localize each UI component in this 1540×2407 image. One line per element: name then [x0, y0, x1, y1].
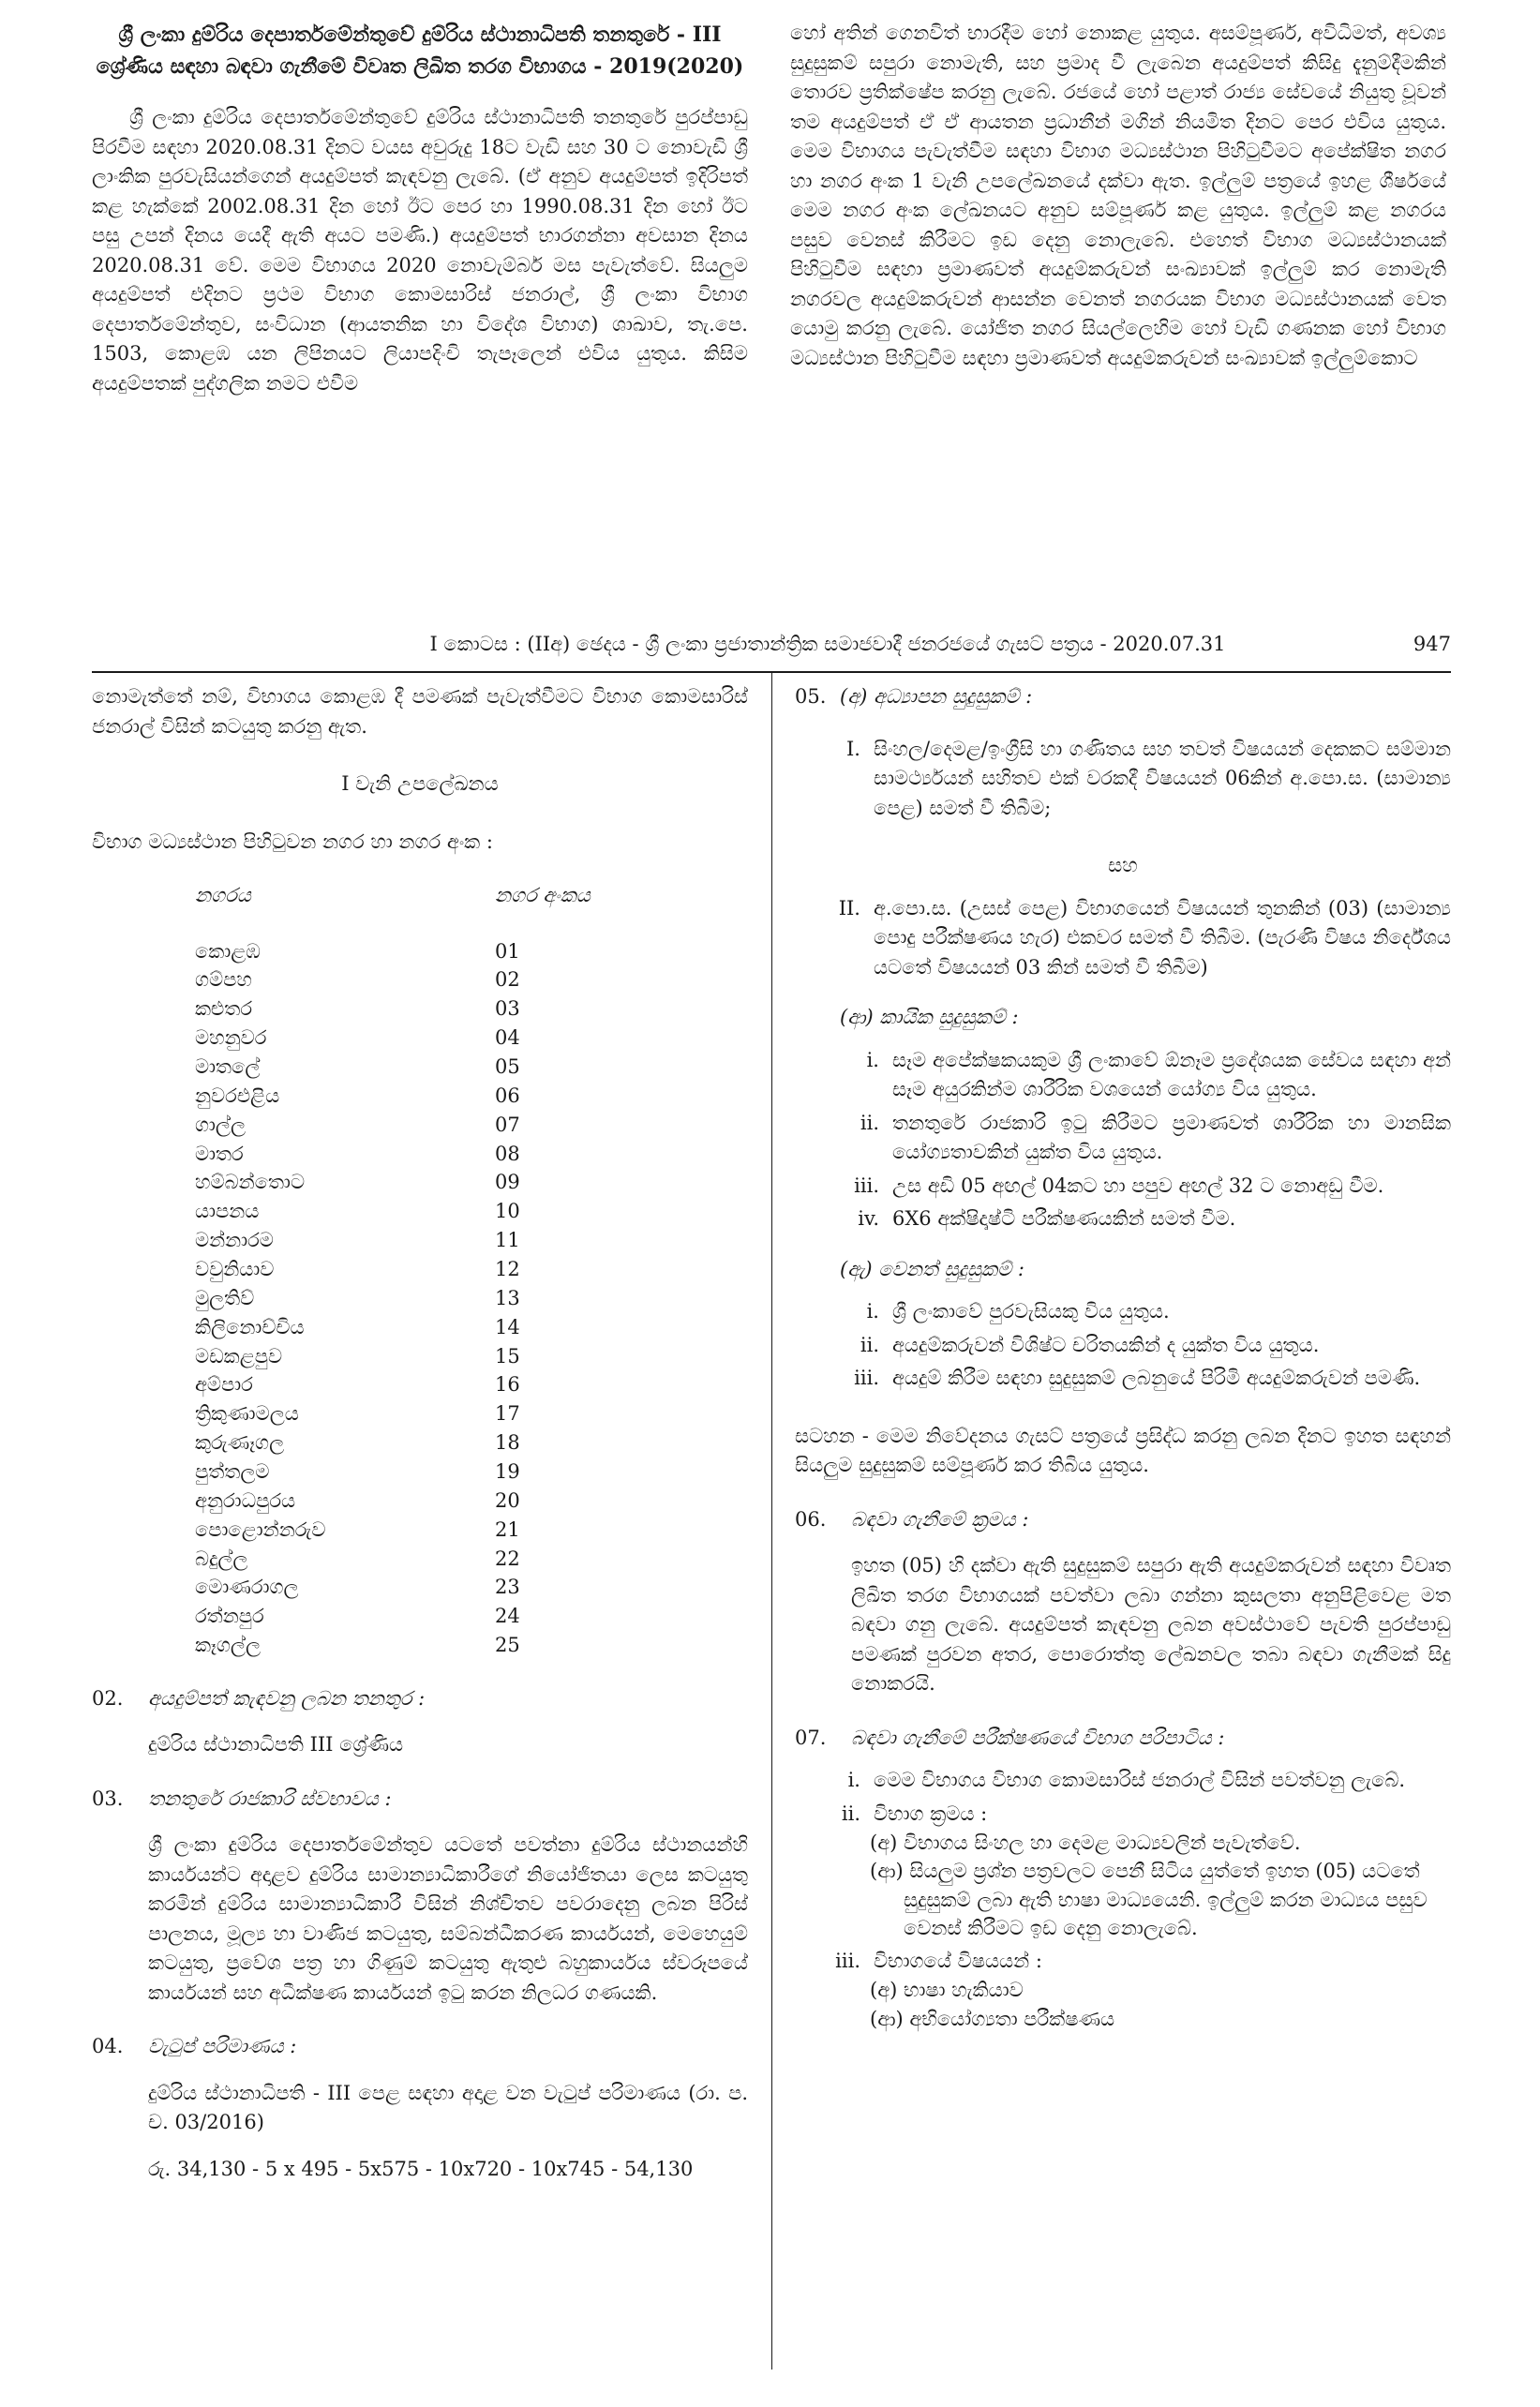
section-07-heading: [795, 1724, 1451, 1754]
town-code: 06: [495, 1084, 520, 1107]
town-name: රත්නපුර: [195, 1605, 264, 1628]
exam-subject-b: (ආ) අභියෝග්‍යතා පරීක්ෂණය: [870, 2007, 1115, 2030]
section-number: 07.: [795, 1726, 827, 1749]
town-name: කෑගල්ල: [195, 1634, 261, 1657]
town-code: 08: [495, 1142, 520, 1165]
item-number: iii.: [854, 1174, 879, 1197]
item-text: තනතුරේ රාජකාරි ඉටු කිරීමට ප්‍රමාණවත් ශාරීරික හා මානසික යෝග්‍යතාවකින් යුක්ත විය යුතුය.: [892, 1111, 1451, 1163]
town-name: අම්පාර: [195, 1373, 253, 1397]
exam-subjects-list: [870, 1976, 1451, 2033]
running-header-text: I කොටස : (IIඅ) ඡෙදය - ශ්‍රී ලංකා ප්‍රජාතාන්ත්‍රික සමාජවාදී ජනරජයේ ගැසට් පත්‍රය - 2020.07.31: [429, 633, 1226, 656]
physical-heading: (ආ) කායික සුදුසුකම් :: [840, 1006, 1019, 1028]
town-name: කොළඹ: [195, 939, 261, 963]
town-table: [92, 937, 748, 1660]
section-number: 03.: [92, 1787, 124, 1810]
town-name: ගාල්ල: [195, 1113, 246, 1136]
item-text: සිංහල/දෙමළ/ඉංග්‍රීසි හා ගණිතය සහ තවත් විෂයයන් දෙකකට සම්මාන සාමර්ථ්‍යයන් සහිතව එක් වරකදී විෂයයන් 06කින් අ.පො.ස. (සාමාන්‍ය පෙළ) සමත් වී තිබීම;: [874, 737, 1451, 819]
town-code: 25: [495, 1634, 520, 1657]
town-code: 18: [495, 1431, 520, 1455]
town-code: 04: [495, 1026, 520, 1050]
section-04-heading: [92, 2032, 748, 2062]
item-number: II.: [838, 896, 860, 919]
town-name: බදුල්ල: [195, 1547, 248, 1570]
notice-paragraph-left: ශ්‍රී ලංකා දුම්රිය දෙපාර්තමේන්තුවේ දුම්රිය ස්ථානාධිපති තනතුරේ පුරප්පාඩු පිරවීම සඳහා 2020.08.31 දිනට වයස අවුරුදු 18ට වැඩි සහ 30 ට නොවැඩි ශ්‍රී ලාංකික පුරවැසියන්ගෙන් අයදුම්පත් කැඳවනු ලැබේ. (ඒ අනුව අයදුම්පත් ඉදිරිපත් කළ හැක්කේ 2002.08.31 දින හෝ ඊට පෙර හා 1990.08.31 දින හෝ ඊට පසු උපන් දිනය යෙදී ඇති අයට පමණි.) අයදුම්පත් භාරගන්නා අවසාන දිනය 2020.08.31 වේ. මෙම විභාගය 2020 නොවැම්බර් මස පැවැත්වේ. සියලුම අයදුම්පත් එදිනට ප්‍රථම විභාග කොමසාරිස් ජනරාල්, ශ්‍රී ලංකා විභාග දෙපාර්තමේන්තුව, සංවිධාන (ආයතනික හා විදේශ විභාග) ශාඛාව, තැ.පෙ. 1503, කොළඹ යන ලිපිනයට ලියාපදිංචි තැපෑලෙන් එවිය යුතුය. කිසිම අයදුම්පතක් පුද්ගලික නමට එවීම: [92, 106, 748, 395]
town-name: පුත්තලම: [195, 1459, 270, 1483]
town-code: 02: [495, 968, 520, 992]
town-row: [195, 1082, 748, 1111]
item-text: 6X6 අක්ෂිදෘෂ්ටි පරීක්ෂණයකින් සමත් වීම.: [892, 1207, 1236, 1230]
town-code: 22: [495, 1547, 520, 1570]
exam-method-b: (ආ) සියලුම ප්‍රශ්න පත්‍රවලට පෙනී සිටිය යුත්තේ ඉහත (05) යටතේ සුදුසුකම් ලබා ඇති භාෂා මාධ්‍යයෙනි. ඉල්ලුම් කරන මාධ්‍යය පසුව වෙනස් කිරීමට ඉඩ දෙනු නොලැබේ.: [870, 1860, 1428, 1940]
town-code: 19: [495, 1459, 520, 1483]
town-name: පොළොන්නරුව: [195, 1517, 326, 1541]
town-row: [195, 1399, 748, 1428]
page-number: 947: [1413, 633, 1451, 656]
procedure-item-3: [795, 1947, 1451, 1977]
running-header: [92, 626, 1451, 664]
town-code: 24: [495, 1605, 520, 1628]
section-02-heading: [92, 1684, 748, 1714]
other-heading: (ඇ) වෙනත් සුදුසුකම් :: [840, 1257, 1024, 1280]
town-row: [195, 1573, 748, 1602]
item-text: සෑම අපේක්ෂකයකුම ශ්‍රී ලංකාවේ ඕනෑම ප්‍රදේශයක සේවය සඳහා අන් සෑම අයුරකින්ම ශාරීරික වශයෙන් යෝග්‍ය විය යුතුය.: [892, 1048, 1451, 1100]
town-code: 17: [495, 1402, 520, 1426]
town-code: 16: [495, 1373, 520, 1397]
town-name: මාතර: [195, 1142, 244, 1165]
item-number: I.: [846, 737, 860, 760]
town-name: හම්බන්තොට: [195, 1171, 306, 1194]
town-name: කුරුණෑගල: [195, 1431, 285, 1455]
section-04-body: දුම්රිය ස්ථානාධිපති - III පෙළ සඳහා අදාළ වන වැටුප් පරිමාණය (රා. ප. ච. 03/2016): [148, 2081, 748, 2134]
town-row: [195, 1545, 748, 1574]
town-code: 13: [495, 1286, 520, 1309]
exam-method-a: (අ) විභාගය සිංහල හා දෙමළ මාධ්‍යවලින් පැවැත්වේ.: [870, 1831, 1301, 1854]
notice-section: [92, 19, 1451, 544]
item-number: i.: [847, 1769, 860, 1791]
item-text: අ.පො.ස. (උසස් පෙළ) විභාගයෙන් විෂයයන් තුනකින් (03) (සාමාන්‍ය පොදු පරීක්ෂණය හැර) එකවර සමත් වී තිබීම. (පැරණි විෂය නිර්දේශය යටතේ විෂයයන් 03 කින් සමත් වී තිබීම): [874, 896, 1451, 979]
town-row: [195, 965, 748, 994]
item-number: i.: [866, 1048, 879, 1071]
edu-item-2: [795, 894, 1451, 983]
section-number: 04.: [92, 2035, 124, 2058]
item-text: අයදුම්කරුවන් විශිෂ්ට චරිතයකින් ද යුක්ත විය යුතුය.: [892, 1333, 1320, 1356]
town-name: ත්‍රිකුණාමලය: [195, 1402, 299, 1426]
town-code: 12: [495, 1257, 520, 1280]
town-name: යාපනය: [195, 1200, 260, 1223]
town-row: [195, 1487, 748, 1516]
item-number: iii.: [835, 1949, 860, 1972]
town-name: වවුනියාව: [195, 1257, 275, 1280]
town-name: මඩකළපුව: [195, 1344, 283, 1368]
exam-subject-a: (අ) භාෂා හැකියාව: [870, 1979, 1024, 2002]
town-row: [195, 1370, 748, 1399]
notice-right-column: [790, 19, 1446, 373]
town-name: ගම්පහ: [195, 968, 252, 992]
town-row: [195, 1428, 748, 1458]
town-name: මහනුවර: [195, 1026, 267, 1050]
town-row: [195, 1602, 748, 1631]
town-code: 23: [495, 1576, 520, 1599]
note-paragraph: සටහන - මෙම නිවේදනය ගැසට් පත්‍රයේ ප්‍රසිද්ධ කරනු ලබන දිනට ඉහත සඳහන් සියලුම සුදුසුකම් සම්පූර්ණ කර තිබිය යුතුය.: [795, 1424, 1451, 1476]
town-code: 09: [495, 1171, 520, 1194]
exam-method-list: [870, 1829, 1451, 1943]
town-row: [195, 1342, 748, 1371]
town-row: [195, 1053, 748, 1082]
item-text: විභාග ක්‍රමය :: [874, 1802, 988, 1825]
lower-right-column: [795, 682, 1451, 2033]
section-title: අයදුම්පත් කැඳවනු ලබන තනතුර :: [148, 1686, 426, 1710]
schedule-intro: විභාග මධ්‍යස්ථාන පිහිටුවන නගර හා නගර අංක :: [92, 830, 493, 853]
section-number: 02.: [92, 1686, 124, 1710]
town-code: 05: [495, 1054, 520, 1078]
section-title: වැටුප් පරිමාණය :: [148, 2035, 297, 2058]
section-03-heading: [92, 1785, 748, 1815]
code-column-header: නගර අංකය: [495, 884, 591, 906]
column-divider: [771, 673, 772, 2370]
town-name: අනුරාධපුරය: [195, 1488, 296, 1512]
section-number: 06.: [795, 1507, 827, 1531]
item-number: ii.: [860, 1333, 879, 1356]
section-title: බඳවා ගැනීමේ පරීක්ෂණයේ විභාග පරිපාටිය :: [851, 1726, 1225, 1749]
town-name: මොණරාගල: [195, 1576, 299, 1599]
and-conjunction: සහ: [1108, 854, 1138, 876]
town-row: [195, 1111, 748, 1140]
town-row: [195, 937, 748, 966]
town-row: [195, 994, 748, 1024]
item-text: ශ්‍රී ලංකාවේ පුරවැසියකු විය යුතුය.: [892, 1300, 1170, 1323]
town-code: 10: [495, 1200, 520, 1223]
town-row: [195, 1516, 748, 1545]
town-row: [195, 1226, 748, 1255]
item-text: මෙම විභාගය විභාග කොමසාරිස් ජනරාල් විසින් පවත්වනු ලැබේ.: [874, 1769, 1406, 1791]
town-row: [195, 1631, 748, 1660]
town-name: කිලිනොච්චිය: [195, 1315, 305, 1338]
procedure-item-2: [795, 1800, 1451, 1830]
section-06-body: ඉහත (05) හි දක්වා ඇති සුදුසුකම් සපුරා ඇති අයදුම්කරුවන් සඳහා විවෘත ලිඛිත තරග විභාගයක් පවත්වා ලබා ගන්නා කුසලතා අනුපිළිවෙළ මත බඳවා ගනු ලැබේ. අයදුම්පත් කැඳවනු ලබන අවස්ථාවේ පැවති පුරප්පාඩු පමණක් පුරවන අතර, පොරොත්තු ලේඛනවල තබා බඳවා ගැනීමක් සිදු නොකරයි.: [851, 1554, 1451, 1695]
section-03-body: ශ්‍රී ලංකා දුම්රිය දෙපාර්තමේන්තුව යටතේ පවත්නා දුම්රිය ස්ථානයන්හි කාර්යයන්ට අදාළව දුම්රිය සාමාන්‍යාධිකාරීගේ නියෝජිතයා ලෙස කටයුතු කරමින් දුම්රිය සාමාන්‍යාධිකාරී විසින් නිශ්චිතව පවරාදෙනු ලබන පිරිස් පාලනය, මූල්‍ය හා වාණිජ කටයුතු, සම්බන්ධීකරණ කාර්යයන්, මෙහෙයුම් කටයුතු, ප්‍රවේශ පත්‍ර හා ගිණුම් කටයුතු ඇතුළු බහුකාර්යය ස්වරූපයේ කාර්යයන් සහ අධීක්ෂණ කාර්යයන් ඉටු කරන නිලධර ගණයකි.: [148, 1833, 748, 2004]
section-title: (අ) අධ්‍යාපන සුදුසුකම් :: [840, 685, 1033, 708]
town-name: මන්නාරම: [195, 1229, 274, 1252]
town-row: [195, 1458, 748, 1487]
town-code: 21: [495, 1517, 520, 1541]
town-row: [195, 1284, 748, 1313]
section-title: බඳවා ගැනීමේ ක්‍රමය :: [851, 1507, 1029, 1531]
section-06-heading: [795, 1505, 1451, 1535]
town-row: [195, 1313, 748, 1342]
town-row: [195, 1197, 748, 1226]
edu-item-1: [795, 735, 1451, 824]
item-number: i.: [866, 1300, 879, 1323]
section-02-body: දුම්රිය ස්ථානාධිපති III ශ්‍රේණිය: [148, 1733, 404, 1757]
town-code: 20: [495, 1488, 520, 1512]
continuation-paragraph: නොමැත්තේ නම්, විභාගය කොළඹ දී පමණක් පැවැත්වීමට විභාග කොමසාරිස් ජනරාල් විසින් කටයුතු කරනු ඇත.: [92, 685, 748, 738]
item-number: iii.: [854, 1367, 879, 1389]
town-column-header: නගරය: [195, 884, 251, 906]
town-row: [195, 1140, 748, 1169]
item-text: විභාගයේ විෂයයන් :: [874, 1949, 1042, 1972]
town-row: [195, 1168, 748, 1197]
lower-left-column: [92, 682, 748, 2184]
town-code: 11: [495, 1229, 520, 1252]
item-number: ii.: [860, 1111, 879, 1134]
town-code: 03: [495, 997, 520, 1021]
notice-title: ශ්‍රී ලංකා දුම්රිය දෙපාර්තමේන්තුවේ දුම්රිය ස්ථානාධිපති තනතුරේ - III ශ්‍රේණිය සඳහා බඳවා ගැනීමේ විවෘත ලිඛිත තරග විභාගය - 2019(2020): [96, 22, 744, 80]
item-text: උස අඩි 05 අඟල් 04කට හා පපුව අඟල් 32 ට නොඅඩු වීම.: [892, 1174, 1384, 1197]
section-05-heading: [795, 682, 1451, 712]
item-number: ii.: [841, 1802, 860, 1825]
town-code: 01: [495, 939, 520, 963]
town-name: මාතලේ: [195, 1054, 261, 1078]
town-name: නුවරඑළිය: [195, 1084, 280, 1107]
section-title: තනතුරේ රාජකාරි ස්වභාවය :: [148, 1787, 392, 1810]
item-text: අයදුම් කිරීම සඳහා සුදුසුකම් ලබනුයේ පිරිමි අයදුම්කරුවන් පමණි.: [892, 1367, 1421, 1389]
physical-list: [795, 1046, 1451, 1234]
town-row: [195, 1255, 748, 1284]
town-table-header: [195, 881, 748, 911]
procedure-item-1: [795, 1766, 1451, 1796]
notice-paragraph-right: හෝ අතින් ගෙනවිත් භාරදීම හෝ නොකළ යුතුය. අසම්පූර්ණ, අවිධිමත්, අවශ්‍ය සුදුසුකම් සපුරා නොමැති, සහ ප්‍රමාද වී ලැබෙන අයදුම්පත් කිසිදු දැනුම්දීමකින් තොරව ප්‍රතික්ෂේප කරනු ලැබේ. රජයේ හෝ පළාත් රාජ්‍ය සේවයේ නියුතු වූවන් තම අයදුම්පත් ඒ ඒ ආයතන ප්‍රධානීන් මගින් නියමිත දිනට පෙර එවිය යුතුය. මෙම විභාගය පැවැත්වීම සඳහා විභාග මධ්‍යස්ථාන පිහිටුවීමට අපේක්ෂිත නගර හා නගර අංක 1 වැනි උපලේඛනයේ දක්වා ඇත. ඉල්ලුම් පත්‍රයේ ඉහළ ශීර්ෂයේ මෙම නගර අංක ලේඛනයට අනුව සම්පූර්ණ කළ යුතුය. ඉල්ලුම් කළ නගරය පසුව වෙනස් කිරීමට ඉඩ දෙනු නොලැබේ. එහෙත් විභාග මධ්‍යස්ථානයක් පිහිටුවීම සඳහා ප්‍රමාණවත් අයදුම්කරුවන් සංඛ්‍යාවක් ඉල්ලුම් කර නොමැති නගරවල අයදුම්කරුවන් ආසන්න වෙනත් නගරයක විභාග මධ්‍යස්ථානයක් වෙත යොමු කරනු ලැබේ. යෝජිත නගර සියල්ලෙහිම හෝ වැඩි ගණනක හෝ විභාග මධ්‍යස්ථාන පිහිටුවීම සඳහා ප්‍රමාණවත් අයදුම්කරුවන් සංඛ්‍යාවක් ඉල්ලුම්කොට: [790, 22, 1446, 369]
item-number: iv.: [858, 1207, 879, 1230]
schedule-title: I වැනි උපලේඛනය: [341, 772, 499, 795]
town-code: 07: [495, 1113, 520, 1136]
salary-scale: රු. 34,130 - 5 x 495 - 5x575 - 10x720 - 10x745 - 54,130: [148, 2157, 694, 2180]
town-row: [195, 1024, 748, 1053]
notice-left-column: [92, 19, 748, 398]
town-code: 14: [495, 1315, 520, 1338]
town-code: 15: [495, 1344, 520, 1368]
town-name: මුලතිව්: [195, 1286, 255, 1309]
section-number: 05.: [795, 685, 827, 708]
other-list: [795, 1297, 1451, 1394]
town-name: කළුතර: [195, 997, 253, 1021]
